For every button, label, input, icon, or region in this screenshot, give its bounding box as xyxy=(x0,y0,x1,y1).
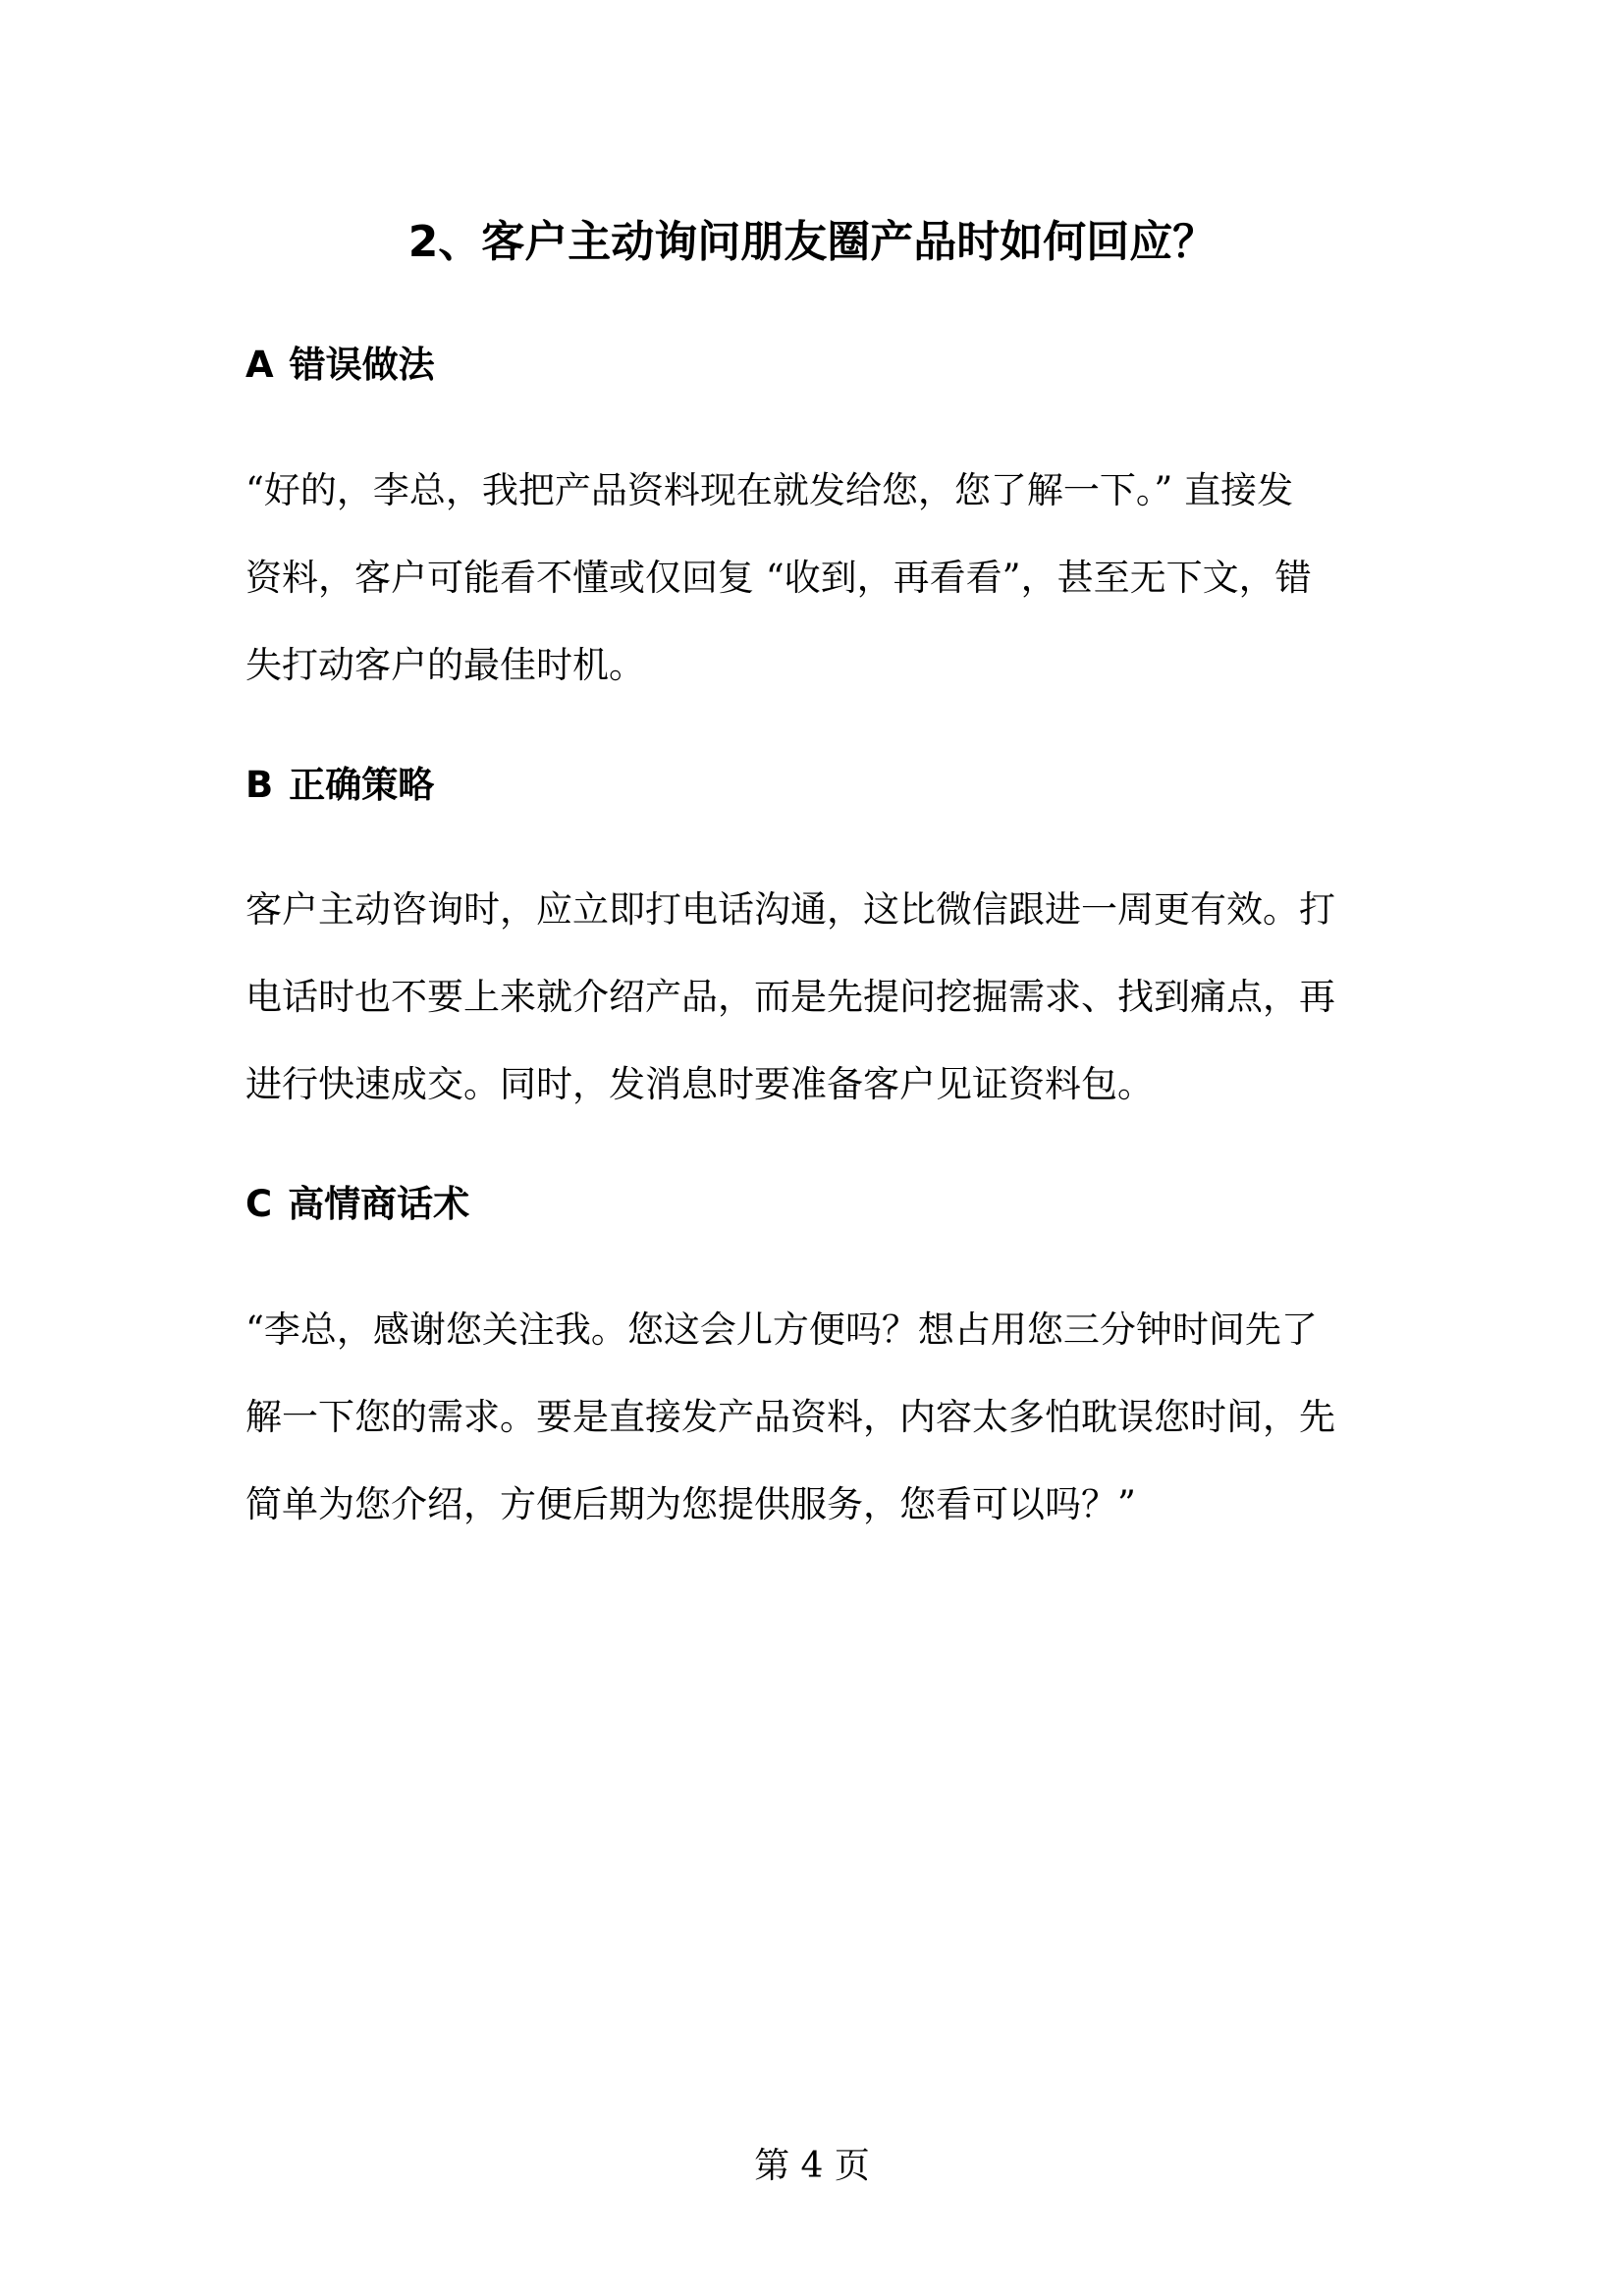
paragraph-line: 失打动客户的最佳时机。 xyxy=(245,644,645,686)
page-number: 第 4 页 xyxy=(754,2146,870,2186)
section-a-paragraph xyxy=(245,447,1384,709)
paragraph-line: 资料，客户可能看不懂或仅回复 “收到，再看看”，甚至无下文，错 xyxy=(245,557,1312,599)
paragraph-line: 进行快速成交。同时，发消息时要准备客户见证资料包。 xyxy=(245,1063,1154,1105)
section-heading-text: 错误做法 xyxy=(289,344,435,386)
paragraph-line: 解一下您的需求。要是直接发产品资料，内容太多怕耽误您时间，先 xyxy=(245,1396,1335,1438)
section-heading-c xyxy=(245,1175,469,1234)
paragraph-line: “李总，感谢您关注我。您这会儿方便吗？想占用您三分钟时间先了 xyxy=(245,1308,1318,1351)
paragraph-line: “好的，李总，我把产品资料现在就发给您，您了解一下。” 直接发 xyxy=(245,469,1294,511)
section-letter: B xyxy=(245,764,274,806)
section-heading-text: 正确策略 xyxy=(289,764,435,806)
paragraph-line: 简单为您介绍，方便后期为您提供服务，您看可以吗？” xyxy=(245,1483,1136,1525)
section-letter: C xyxy=(245,1183,273,1225)
paragraph-line: 电话时也不要上来就介绍产品，而是先提问挖掘需求、找到痛点，再 xyxy=(245,976,1335,1018)
section-c-paragraph xyxy=(245,1286,1384,1548)
page-title: 2、客户主动询问朋友圈产品时如何回应？ xyxy=(407,217,1217,267)
section-heading-b xyxy=(245,756,434,815)
section-letter: A xyxy=(245,344,274,386)
section-b-paragraph xyxy=(245,866,1384,1128)
section-heading-text: 高情商话术 xyxy=(288,1183,470,1225)
paragraph-line: 客户主动咨询时，应立即打电话沟通，这比微信跟进一周更有效。打 xyxy=(245,888,1335,931)
section-heading-a xyxy=(245,336,435,395)
